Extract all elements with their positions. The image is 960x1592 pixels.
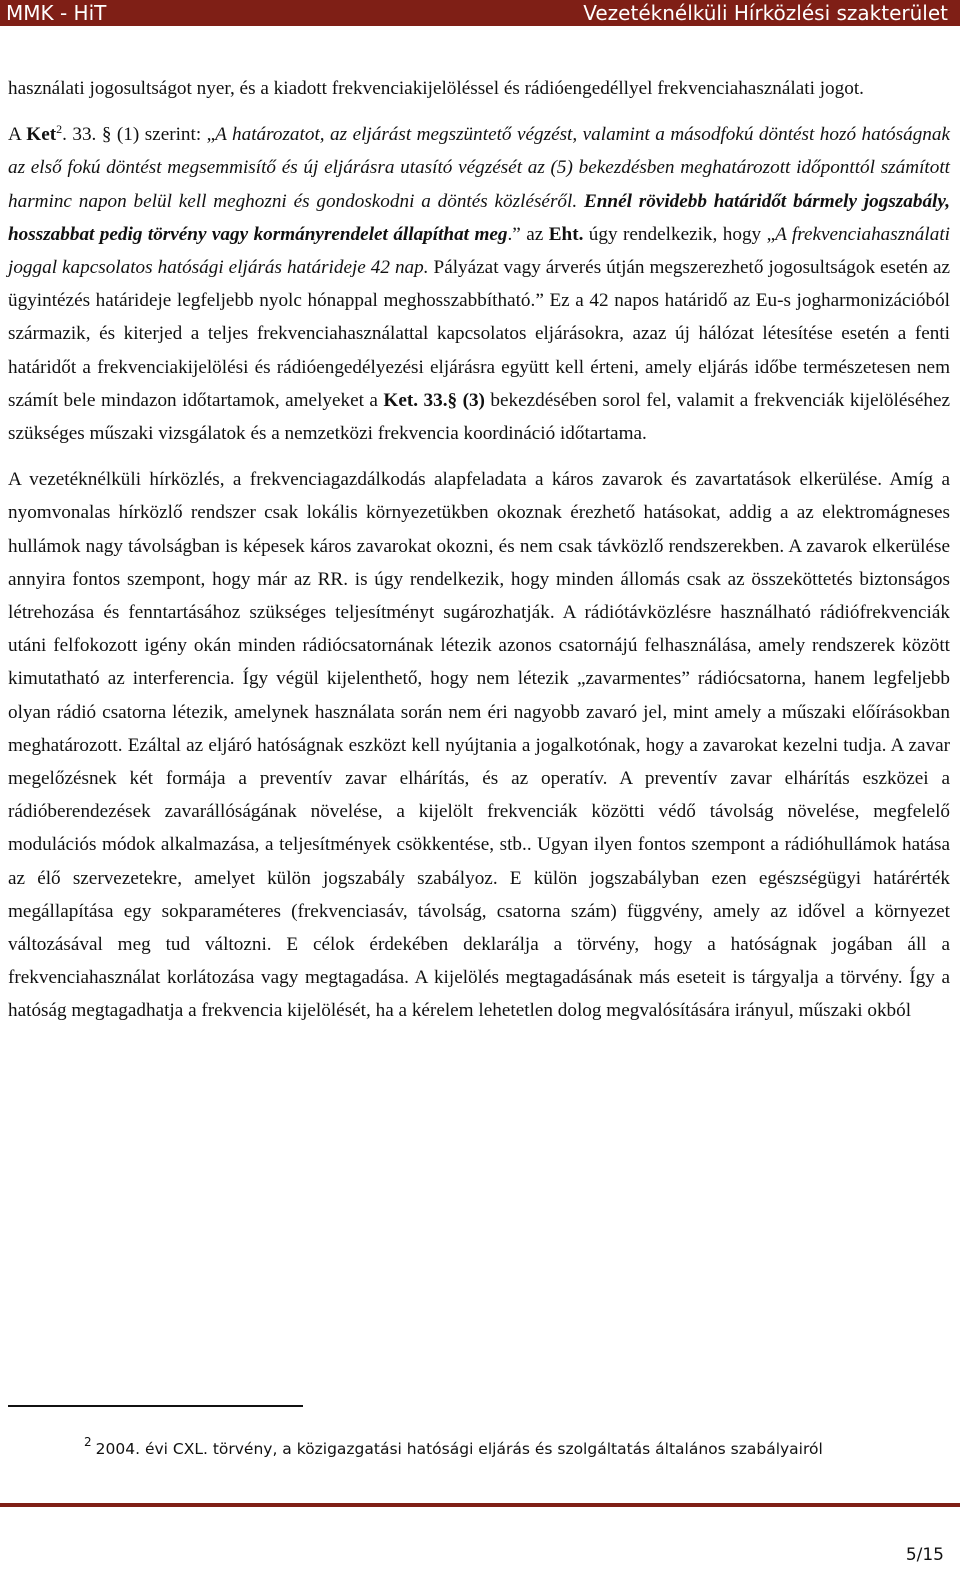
- page-number: 5/15: [905, 1545, 944, 1565]
- footer-rule: [0, 1503, 960, 1507]
- text-run: A: [8, 124, 27, 146]
- quote-italic: A frekvenciahasználati joggal kapcsolatos hatósági eljárás határideje 42 nap.: [8, 223, 950, 279]
- quote-italic: A határozatot, az eljárást megszüntető végzést, valamint a másodfokú döntést hozó hatóságnak az első fokú döntést megsemmisítő és új eljárásra utasító végzését az (5) bekezdésben meghatározott időponttól számított harminc napon belül kell meghozni és gondoskodni a döntés közléséről.: [8, 124, 950, 212]
- text-run: .” az: [507, 223, 549, 245]
- page-header: [0, 0, 960, 26]
- text-run: Pályázat vagy árverés útján megszerezhető jogosultságok esetén az ügyintézés határideje legfeljebb nyolc hónappal meghosszabbítható.” Ez a 42 napos határidő az Eu-s jogharmonizációból származik, és kiterjed a teljes frekvenciahasználattal kapcsolatos eljárásokra, azaz új hálózat létesítése esetén a fenti határidőt a frekvenciakijelölési és rádióengedélyezési eljárásra együtt kell érteni, amely eljárás időbe természetesen nem számít bele mindazon időtartamok, amelyeket a: [8, 257, 950, 411]
- text-run: bekezdésében sorol fel, valamit a frekvenciák kijelöléséhez szükséges műszaki vizsgálatok és a nemzetközi frekvencia koordináció időtartama.: [8, 389, 950, 445]
- paragraph-2: [8, 118, 950, 450]
- paragraph-1-text: használati jogosultságot nyer, és a kiadott frekvenciakijelöléssel és rádióengedéllyel frekvenciahasználati jogot.: [8, 78, 864, 99]
- quote-bold-italic: Ennél rövidebb határidőt bármely jogszabály, hosszabbat pedig törvény vagy kormányrendelet állapíthat meg: [8, 190, 950, 245]
- footnote: [84, 1435, 823, 1460]
- document-body: [8, 72, 950, 1028]
- footnote-text: 2004. évi CXL. törvény, a közigazgatási hatósági eljárás és szolgáltatás általános szabályairól: [95, 1440, 823, 1458]
- paragraph-3-text: A vezetéknélküli hírközlés, a frekvenciagazdálkodás alapfeladata a káros zavarok és zavartatások elkerülése. Amíg a nyomvonalas hírközlő rendszer csak lokális környezetükben okoznak érezhető hatásokat, addig a az elektromágneses hullámok nagy távolságban is képesek káros zavarokat okozni, és nem csak távközlő rendszerekben. A zavarok elkerülése annyira fontos szempont, hogy már az RR. is úgy rendelkezik, hogy minden állomás csak az összeköttetés biztonságos létrehozása és fenntartásához szükséges teljesítményt sugározhatják. A rádiótávközlésre használható rádiófrekvenciák utáni felfokozott igény okán minden rádiócsatornának létezik azonos csatornájú felhasználása, amely rendszerek között kimutatható az interferencia. Így végül kijelenthető, hogy nem létezik „zavarmentes” rádiócsatorna, hanem legfeljebb olyan rádió csatorna létezik, amelynek használata során nem éri nagyobb zavaró jel, mint amely a műszaki előírásokban meghatározott. Ezáltal az eljáró hatóságnak eszközt kell nyújtania a jogalkotónak, hogy a zavarokat kezelni tudja. A zavar megelőzésnek két formája a preventív zavar elhárítás, és az operatív. A preventív zavar elhárítás eszközei a rádióberendezések zavarállóságának növelése, a kijelölt frekvenciák közötti védő távolság növelése, megfelelő modulációs módok alkalmazása, a teljesítmények csökkentése, stb.. Ugyan ilyen fontos szempont a rádióhullámok hatása az élő szervezetekre, amelyet külön jogszabály szabályoz. E külön jogszabályban ezen egészségügyi határérték megállapítása egy sokparaméteres (frekvenciasáv, távolság, csatorna szám) függvény, amely az idővel a környezet változásával meg tud változni. E célok érdekében deklarálja a törvény, hogy a hatóságnak jogában áll a frekvenciahasználat korlátozása vagy megtagadása. A kijelölés megtagadásának más eseteit is tárgyalja a törvény. Így a hatóság megtagadhatja a frekvencia kijelölését, ha a kérelem lehetetlen dolog megvalósítására irányul, műszaki okból: [8, 469, 950, 1022]
- footnote-number: 2: [84, 1435, 92, 1449]
- footnote-ref: 2: [56, 122, 63, 137]
- paragraph-1: [8, 72, 950, 105]
- law-ref-ket: Ket: [26, 124, 57, 146]
- law-ref-ket-33: Ket. 33.§ (3): [383, 389, 485, 411]
- footnote-separator: [8, 1405, 303, 1407]
- header-title-left: MMK - HiT: [6, 1, 107, 25]
- paragraph-3: [8, 463, 950, 1027]
- text-run: . 33. § (1) szerint: „: [62, 124, 216, 146]
- law-ref-eht: Eht.: [548, 223, 584, 245]
- header-title-right: Vezetéknélküli Hírközlési szakterület: [583, 1, 948, 25]
- text-run: úgy rendelkezik, hogy „: [583, 223, 776, 245]
